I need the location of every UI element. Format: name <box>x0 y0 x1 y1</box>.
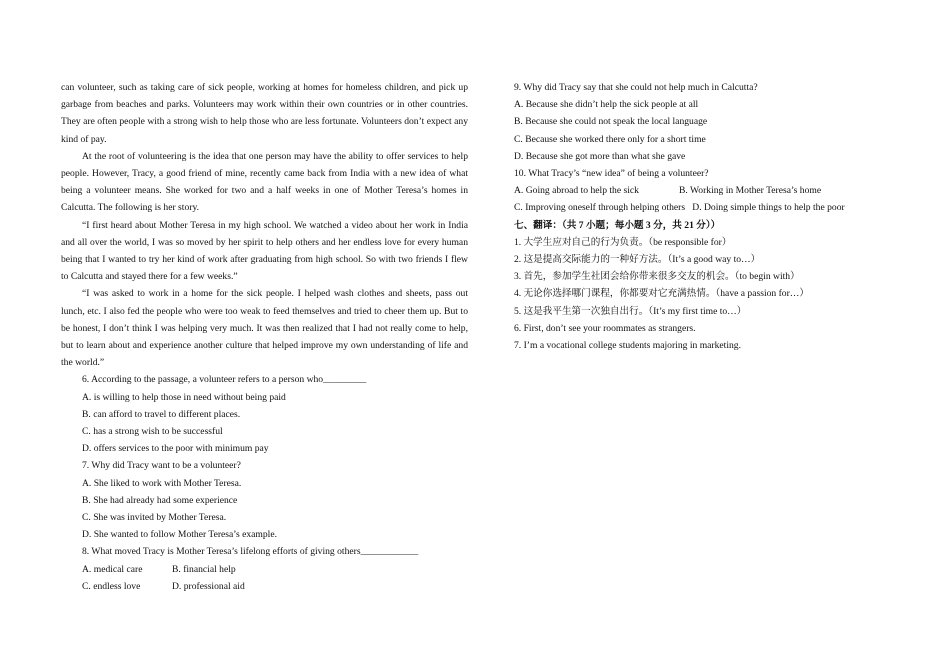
option-a: A. medical care <box>82 563 143 575</box>
option-a: A. She liked to work with Mother Teresa. <box>82 477 242 489</box>
option-c: C. endless love <box>82 580 141 592</box>
option-d: D. offers services to the poor with minimum pay <box>82 443 269 455</box>
question-stem: 9. Why did Tracy say that she could not help much in Calcutta? <box>514 82 758 93</box>
translation-list <box>514 234 886 354</box>
translation-item: 5. 这是我平生第一次独自出行。（It’s my first time to…） <box>514 305 747 317</box>
question-10 <box>514 165 886 217</box>
options-row-2 <box>514 199 886 216</box>
question-stem: 8. What moved Tracy is Mother Teresa’s lifelong efforts of giving others____________ <box>82 546 419 558</box>
options-row-1 <box>514 182 886 199</box>
option-c: C. Improving oneself through helping others <box>514 202 686 214</box>
option-b: B. Because she could not speak the local language <box>514 116 708 128</box>
passage-paragraph-2: At the root of volunteering is the idea that one person may have the ability to offer services to help people. However, Tracy, a good friend of mine, recently came back from India with a new idea of what being a volunteer means. She worked for two and a half weeks in one of Mother Teresa’s homes in Calcutta. The following is her story. <box>61 150 468 214</box>
question-stem: 6. According to the passage, a volunteer refers to a person who_________ <box>82 374 367 386</box>
option-b: B. financial help <box>172 563 236 575</box>
question-6 <box>61 371 468 457</box>
option-a: A. is willing to help those in need without being paid <box>82 391 286 403</box>
option-a: A. Going abroad to help the sick <box>514 185 639 197</box>
option-b: B. She had already had some experience <box>82 494 238 506</box>
option-d: D. professional aid <box>172 580 245 592</box>
question-8 <box>61 543 468 595</box>
options-row-1 <box>82 561 468 578</box>
question-stem: 10. What Tracy’s “new idea” of being a volunteer? <box>514 168 709 180</box>
translation-item: 3. 首先，参加学生社团会给你带来很多交友的机会。（to begin with） <box>514 271 800 283</box>
right-column <box>514 79 886 354</box>
option-b: B. can afford to travel to different places. <box>82 408 241 420</box>
translation-item: 2. 这是提高交际能力的一种好方法。（It’s a good way to…） <box>514 254 761 266</box>
option-a: A. Because she didn’t help the sick people at all <box>514 99 699 111</box>
translation-item: 7. I’m a vocational college students majoring in marketing. <box>514 340 741 352</box>
option-c: C. has a strong wish to be successful <box>82 426 223 438</box>
option-d: D. Because she got more than what she gave <box>514 150 686 162</box>
passage-paragraph-3: “I first heard about Mother Teresa in my high school. We watched a video about her work in India and all over the world, I was so moved by her spirit to help others and her endless love for every human being that I wanted to try her kind of work after graduating from high school. So with two friends I flew to Calcutta and stayed there for a few weeks.” <box>61 219 468 283</box>
left-column <box>61 79 468 595</box>
section-heading: 七、翻译：（共 7 小题；每小题 3 分，共 21 分）） <box>514 219 721 231</box>
question-9 <box>514 79 886 165</box>
question-stem: 7. Why did Tracy want to be a volunteer? <box>82 460 241 472</box>
passage-paragraph-4: “I was asked to work in a home for the sick people. I helped wash clothes and sheets, pass out lunch, etc. I also fed the people who were too weak to feed themselves and tried to cheer them up. But to be honest, I don’t think I was helping very much. It was then realized that I had not really come to help, but to learn about and experience another culture that helped improve my own understanding of life and the world.” <box>61 288 468 369</box>
translation-item: 1. 大学生应对自己的行为负责。（be responsible for） <box>514 236 732 248</box>
option-d: D. Doing simple things to help the poor <box>692 202 845 214</box>
option-c: C. Because she worked there only for a short time <box>514 133 706 145</box>
translation-item: 6. First, don’t see your roommates as strangers. <box>514 322 696 334</box>
option-d: D. She wanted to follow Mother Teresa’s example. <box>82 529 277 541</box>
option-c: C. She was invited by Mother Teresa. <box>82 512 227 524</box>
passage-paragraph-1: can volunteer, such as taking care of sick people, working at homes for homeless children, and pick up garbage from beaches and parks. Volunteers may work within their own countries or in other countries. They are often people with a strong wish to help those who are less fortunate. Volunteers don’t expect any kind of pay. <box>61 82 468 145</box>
options-row-2 <box>82 578 468 595</box>
translation-item: 4. 无论你选择哪门课程，你都要对它充满热情。（have a passion for…） <box>514 288 809 300</box>
question-7 <box>61 457 468 543</box>
option-b: B. Working in Mother Teresa’s home <box>679 185 822 197</box>
